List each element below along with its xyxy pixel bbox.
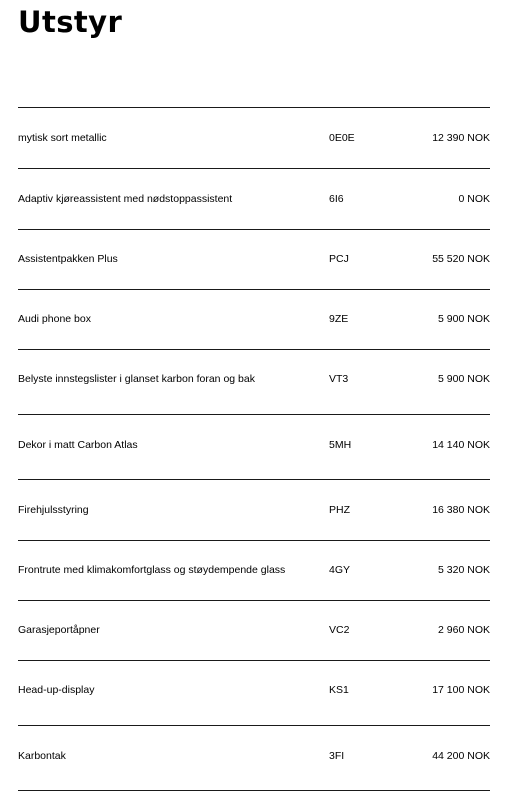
equipment-row	[18, 746, 490, 766]
divider	[18, 540, 490, 541]
divider	[18, 479, 490, 480]
equipment-name: Dekor i matt Carbon Atlas	[18, 439, 138, 451]
equipment-row	[18, 249, 490, 269]
equipment-code: VC2	[329, 624, 350, 636]
divider	[18, 725, 490, 726]
equipment-code: 4GY	[329, 564, 351, 576]
equipment-price: 55 520 NOK	[432, 253, 490, 265]
equipment-row	[18, 128, 490, 148]
equipment-price: 16 380 NOK	[432, 504, 490, 516]
equipment-price: 5 900 NOK	[438, 313, 490, 325]
equipment-code: PHZ	[329, 504, 350, 516]
equipment-price: 17 100 NOK	[432, 684, 490, 696]
equipment-price: 0 NOK	[458, 193, 490, 205]
equipment-code: KS1	[329, 684, 349, 696]
divider	[18, 414, 490, 415]
equipment-row	[18, 435, 490, 455]
divider	[18, 289, 490, 290]
equipment-name: Garasjeportåpner	[18, 624, 100, 636]
equipment-row	[18, 500, 490, 520]
equipment-code: PCJ	[329, 253, 349, 265]
equipment-row	[18, 309, 490, 329]
equipment-name: Frontrute med klimakomfortglass og støydempende glass	[18, 564, 286, 576]
equipment-code: 0E0E	[329, 132, 355, 144]
equipment-name: Belyste innstegslister i glanset karbon foran og bak	[18, 373, 255, 385]
equipment-name: Head-up-display	[18, 684, 95, 696]
equipment-row	[18, 680, 490, 700]
equipment-price: 44 200 NOK	[432, 750, 490, 762]
equipment-price: 2 960 NOK	[438, 624, 490, 636]
equipment-row	[18, 369, 490, 389]
divider	[18, 790, 490, 791]
equipment-code: 3FI	[329, 750, 345, 762]
equipment-price: 14 140 NOK	[432, 439, 490, 451]
equipment-code: VT3	[329, 373, 349, 385]
equipment-name: Adaptiv kjøreassistent med nødstoppassistent	[18, 193, 233, 205]
equipment-row	[18, 560, 490, 580]
divider	[18, 107, 490, 108]
divider	[18, 660, 490, 661]
equipment-price: 5 320 NOK	[438, 564, 490, 576]
equipment-code: 9ZE	[329, 313, 349, 325]
equipment-code: 6I6	[329, 193, 344, 205]
equipment-row	[18, 189, 490, 209]
divider	[18, 349, 490, 350]
equipment-name: Karbontak	[18, 750, 66, 762]
page-title: Utstyr	[18, 5, 123, 39]
equipment-price: 12 390 NOK	[432, 132, 490, 144]
divider	[18, 600, 490, 601]
equipment-row	[18, 620, 490, 640]
divider	[18, 168, 490, 169]
equipment-price: 5 900 NOK	[438, 373, 490, 385]
equipment-name: Firehjulsstyring	[18, 504, 89, 516]
equipment-name: Assistentpakken Plus	[18, 253, 118, 265]
equipment-name: mytisk sort metallic	[18, 132, 107, 144]
divider	[18, 229, 490, 230]
equipment-code: 5MH	[329, 439, 352, 451]
equipment-name: Audi phone box	[18, 313, 91, 325]
